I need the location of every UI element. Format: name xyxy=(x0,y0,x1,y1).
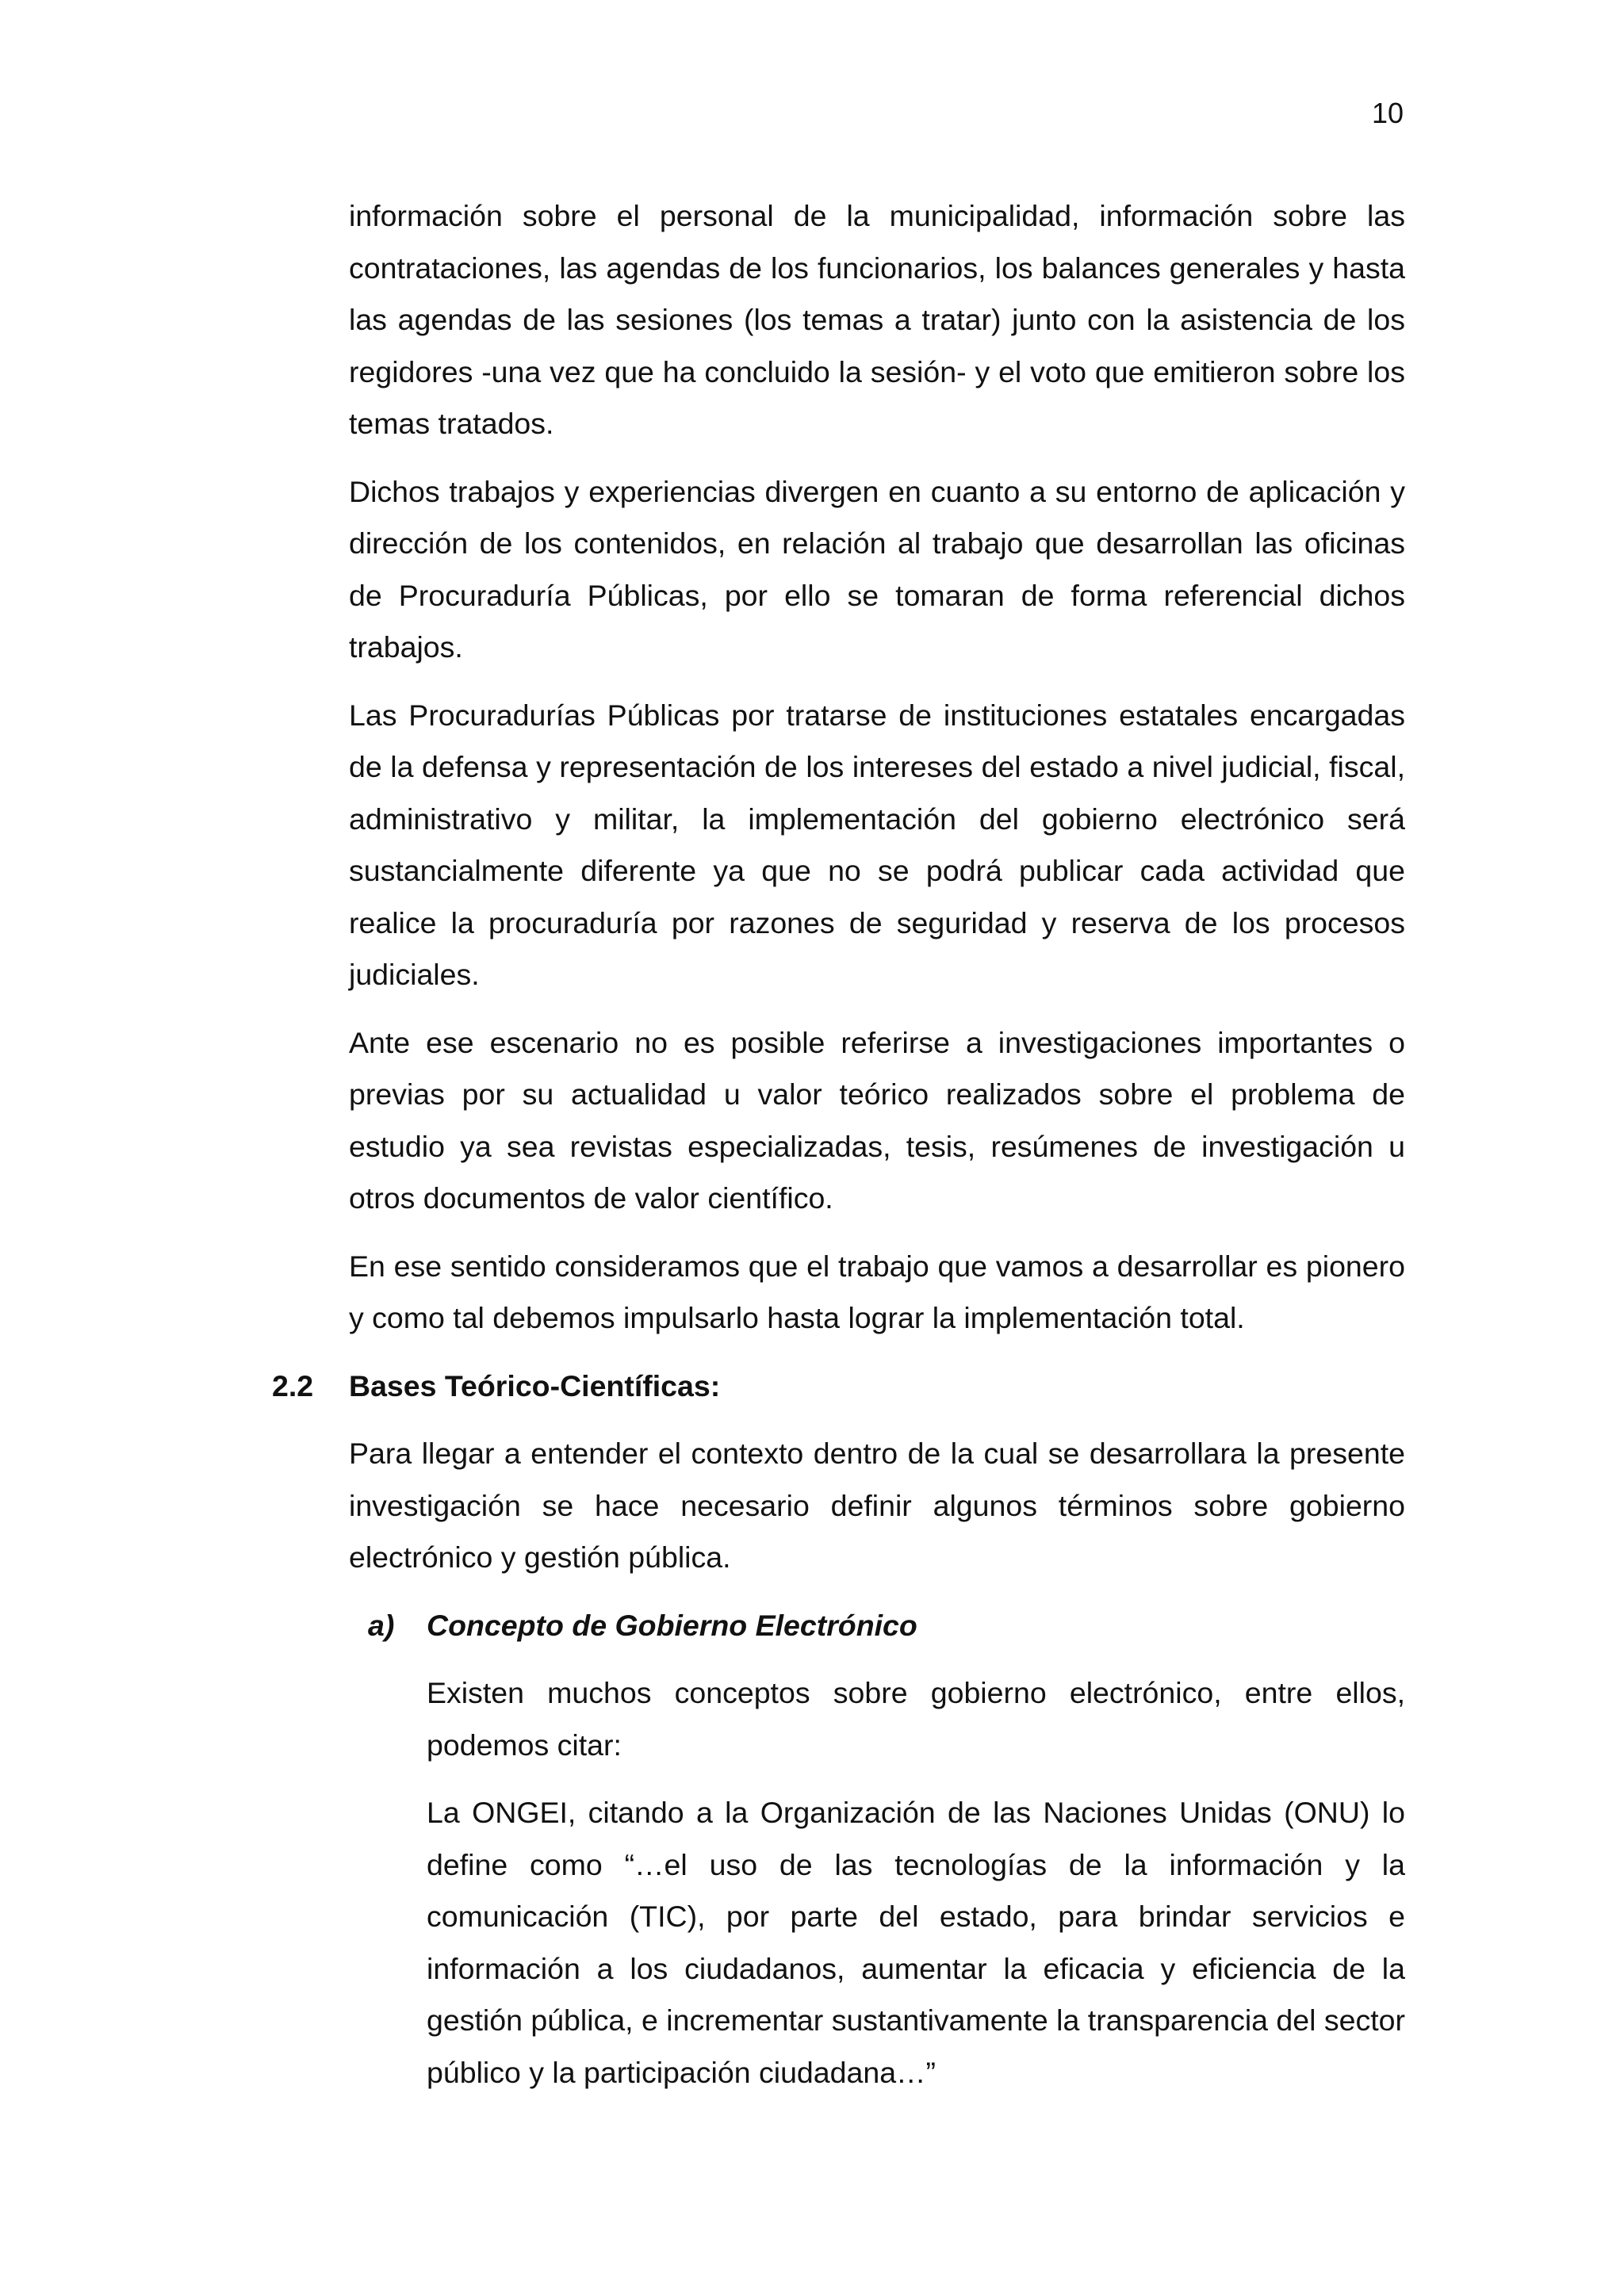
document-body xyxy=(272,190,1406,2114)
subsection-paragraph-conceptos: Existen muchos conceptos sobre gobierno electrónico, entre ellos, podemos citar: xyxy=(427,1676,1405,1762)
paragraph-pionero: En ese sentido consideramos que el trabajo que vamos a desarrollar es pionero y como tal debemos impulsarlo hasta lograr la implementación total. xyxy=(349,1249,1405,1334)
paragraph-escenario: Ante ese escenario no es posible referirse a investigaciones importantes o previas por su actualidad u valor teórico realizados sobre el problema de estudio ya sea revistas especializadas, tesis, resúmenes de investigación u otros documentos de valor científico. xyxy=(349,1025,1405,1215)
section-number: 2.2 xyxy=(272,1368,314,1402)
section-intro: Para llegar a entender el contexto dentro de la cual se desarrollara la presente investigación se hace necesario definir algunos términos sobre gobierno electrónico y gestión pública. xyxy=(349,1437,1405,1574)
paragraph-trabajos-divergen: Dichos trabajos y experiencias divergen en cuanto a su entorno de aplicación y dirección de los contenidos, en relación al trabajo que desarrollan las oficinas de Procuraduría Públicas, por ello se tomaran de forma referencial dichos trabajos. xyxy=(349,474,1405,664)
page-number: 10 xyxy=(1371,97,1404,129)
paragraph-procuradurias: Las Procuradurías Públicas por tratarse de instituciones estatales encargadas de la defensa y representación de los intereses del estado a nivel judicial, fiscal, administrativo y militar, la implementación del gobierno electrónico será sustancialmente diferente ya que no se podrá publicar cada actividad que realice la procuraduría por razones de seguridad y reserva de los procesos judiciales. xyxy=(349,698,1405,991)
paragraph-personal-info: información sobre el personal de la municipalidad, información sobre las contrataciones, las agendas de los funcionarios, los balances generales y hasta las agendas de las sesiones (los temas a tratar) junto con la asistencia de los regidores -una vez que ha concluido la sesión- y el voto que emitieron sobre los temas tratados. xyxy=(349,199,1405,440)
subsection-title: Concepto de Gobierno Electrónico xyxy=(427,1608,917,1642)
subsection-paragraph-ongei: La ONGEI, citando a la Organización de las Naciones Unidas (ONU) lo define como “…el uso de las tecnologías de la información y la comunicación (TIC), por parte del estado, para brindar servicios e información a los ciudadanos, aumentar la eficacia y eficiencia de la gestión pública, e incrementar sustantivamente la transparencia del sector público y la participación ciudadana…” xyxy=(427,1796,1406,2089)
section-heading xyxy=(272,1360,1405,1413)
subsection-letter: a) xyxy=(368,1608,395,1642)
section-title: Bases Teórico-Científicas: xyxy=(349,1368,721,1402)
subsection-heading xyxy=(368,1600,1405,1652)
